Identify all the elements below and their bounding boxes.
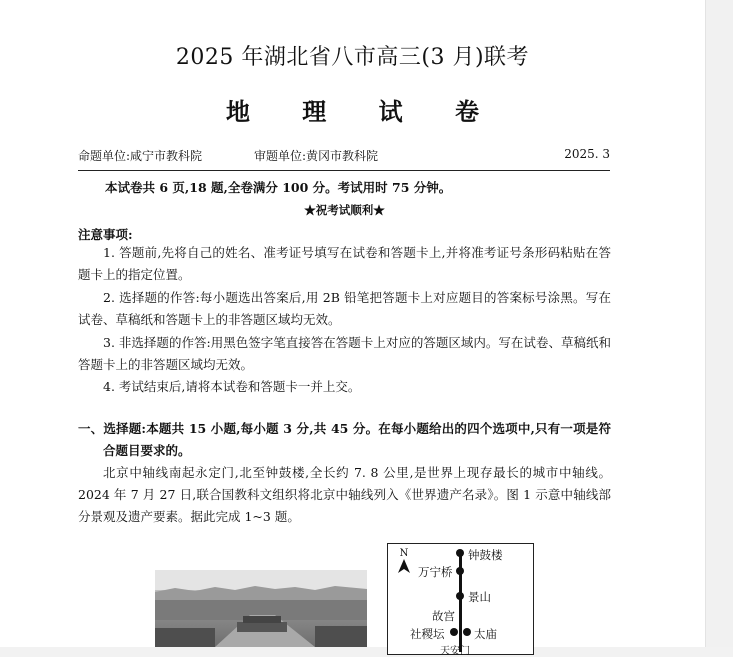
section1-passage: 北京中轴线南起永定门,北至钟鼓楼,全长约 7. 8 公里,是世界上现存最长的城市中轴线。2024 年 7 月 27 日,联合国教科文组织将北京中轴线列入《世界遗产名录》。图 1 示意中轴线部分景观及遗产要素。据此完成 1~3 题。 (78, 465, 611, 524)
notes-heading: 注意事项: (78, 227, 133, 242)
site-dot (456, 549, 464, 557)
good-luck-line: ★祝考试顺利★ (304, 203, 385, 217)
north-arrow-icon: N (398, 548, 410, 576)
note-item: 4. 考试结束后,请将本试卷和答题卡一并上交。 (103, 379, 361, 394)
label-wanning-bridge: 万宁桥 (418, 565, 453, 579)
author-unit: 命题单位:咸宁市教科院 (78, 149, 203, 163)
note-item: 3. 非选择题的作答:用黑色签字笔直接答在答题卡上对应的答题区域内。写在试卷、草稿纸和答题卡上的非答题区域均无效。 (78, 335, 611, 372)
section1-heading: 一、选择题:本题共 15 小题,每小题 3 分,共 45 分。在每小题给出的四个选项中,只有一项是符合题目要求的。 (78, 421, 611, 458)
label-sheji-altar: 社稷坛 (410, 627, 445, 641)
viewer-side-panel (705, 0, 733, 647)
review-unit: 审题单位:黄冈市教科院 (254, 149, 379, 163)
site-dot (463, 628, 471, 636)
note-item: 2. 选择题的作答:每小题选出答案后,用 2B 铅笔把答题卡上对应题目的答案标号涂黑。写在试卷、草稿纸和答题卡上的非答题区域均无效。 (78, 290, 611, 327)
site-dot (450, 628, 458, 636)
central-axis-map (387, 543, 534, 655)
site-dot (456, 592, 464, 600)
subject-title: 地 理 试 卷 (225, 97, 502, 126)
axis-landscape-photo-art (155, 570, 367, 647)
label-forbidden-city: 故宫 (432, 609, 455, 623)
exam-date: 2025. 3 (564, 147, 610, 161)
site-dot (456, 567, 464, 575)
label-jingshan: 景山 (468, 590, 491, 604)
label-tiananmen: 天安门 (440, 646, 470, 657)
label-taimiao: 太庙 (474, 627, 497, 641)
label-bell-drum-tower: 钟鼓楼 (468, 548, 503, 562)
note-item: 1. 答题前,先将自己的姓名、准考证号填写在试卷和答题卡上,并将准考证号条形码粘贴在答题卡上的指定位置。 (78, 245, 611, 282)
axis-landscape-photo (155, 570, 367, 647)
header-rule (78, 170, 610, 171)
exam-summary: 本试卷共 6 页,18 题,全卷满分 100 分。考试用时 75 分钟。 (105, 180, 452, 195)
exam-title: 2025 年湖北省八市高三(3 月)联考 (175, 45, 530, 70)
